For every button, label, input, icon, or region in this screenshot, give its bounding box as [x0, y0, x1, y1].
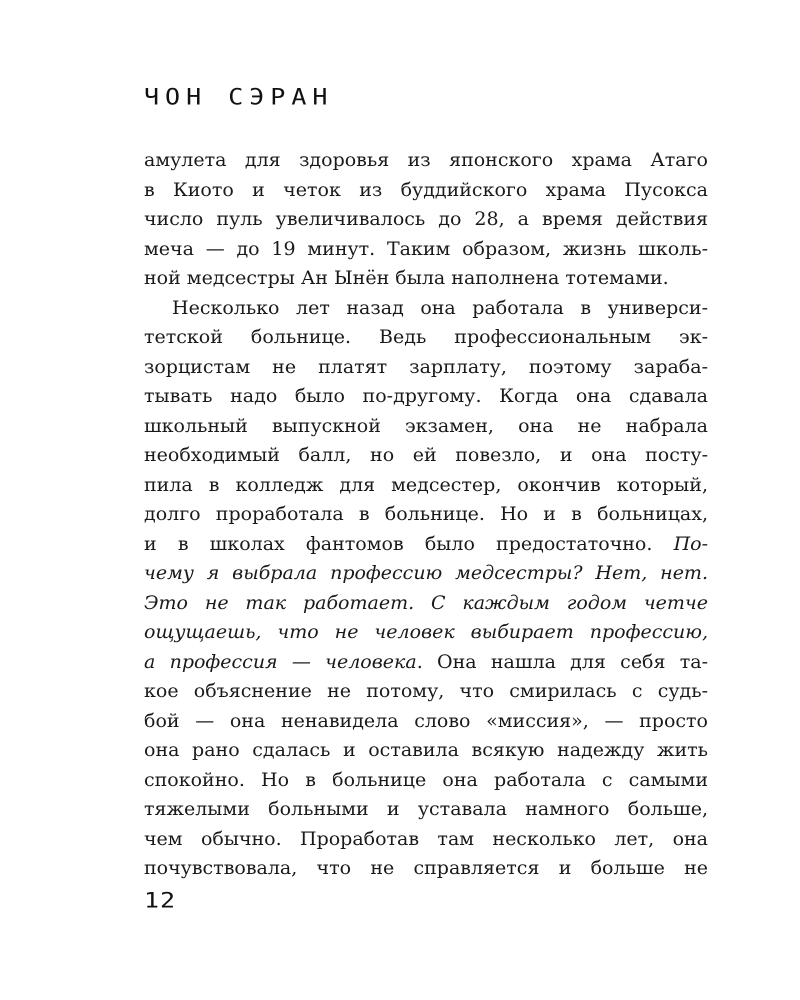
text-line: тетской больнице. Ведь профессиональным эк-	[144, 326, 708, 348]
text-line: долго проработала в больнице. Но и в больницах,	[144, 503, 708, 525]
page-number: 12	[144, 888, 177, 913]
italic-text-line: ощущаешь, что не человек выбирает профессию,	[144, 621, 708, 643]
italic-text: По-	[673, 532, 708, 555]
text-line: чем обычно. Проработав там несколько лет, она	[144, 827, 708, 850]
text-line: амулета для здоровья из японского храма Атаго	[144, 149, 708, 171]
text-line: а профессия — человека. Она нашла для себя та-	[144, 650, 709, 673]
paragraph-first-line: Несколько лет назад она работала в универси-	[172, 296, 708, 319]
text-line: и в школах фантомов было предостаточно. По-	[144, 532, 708, 555]
running-head-author: ЧОН СЭРАН	[144, 84, 334, 111]
body-text	[144, 146, 708, 884]
italic-text: а профессия — человека	[144, 650, 417, 673]
text-line: школьный выпускной экзамен, она не набрала	[144, 414, 708, 437]
text-line: меча — до 19 минут. Таким образом, жизнь школь-	[144, 237, 708, 260]
text-line: тяжелыми больными и уставала намного больше,	[144, 798, 708, 820]
text-line: спокойно. Но в больнице она работала с самыми	[144, 768, 708, 791]
italic-text-line: Это не так работает. С каждым годом четче	[144, 591, 708, 614]
text-line: зорцистам не платят зарплату, поэтому зараба-	[144, 355, 708, 378]
text-line: кое объяснение не потому, что смирилась с судь-	[144, 680, 708, 702]
text-line: в Киото и четок из буддийского храма Пусокса	[144, 178, 708, 201]
text-line: необходимый балл, но ей повезло, и она посту-	[144, 444, 708, 466]
text-line: она рано сдалась и оставила всякую надежду жить	[144, 739, 708, 761]
text-line: бой — она ненавидела слово «миссия», — просто	[144, 709, 708, 732]
text-line: почувствовала, что не справляется и больше не	[144, 857, 708, 879]
text-line: ной медсестры Ан Ынён была наполнена тотемами.	[144, 267, 669, 289]
italic-text-line: чему я выбрала профессию медсестры? Нет, нет.	[144, 562, 708, 584]
text-line: число пуль увеличивалось до 28, а время действия	[144, 208, 708, 230]
text-line: тывать надо было по-другому. Когда она сдавала	[144, 385, 708, 407]
text-line: пила в колледж для медсестер, окончив который,	[144, 473, 708, 496]
